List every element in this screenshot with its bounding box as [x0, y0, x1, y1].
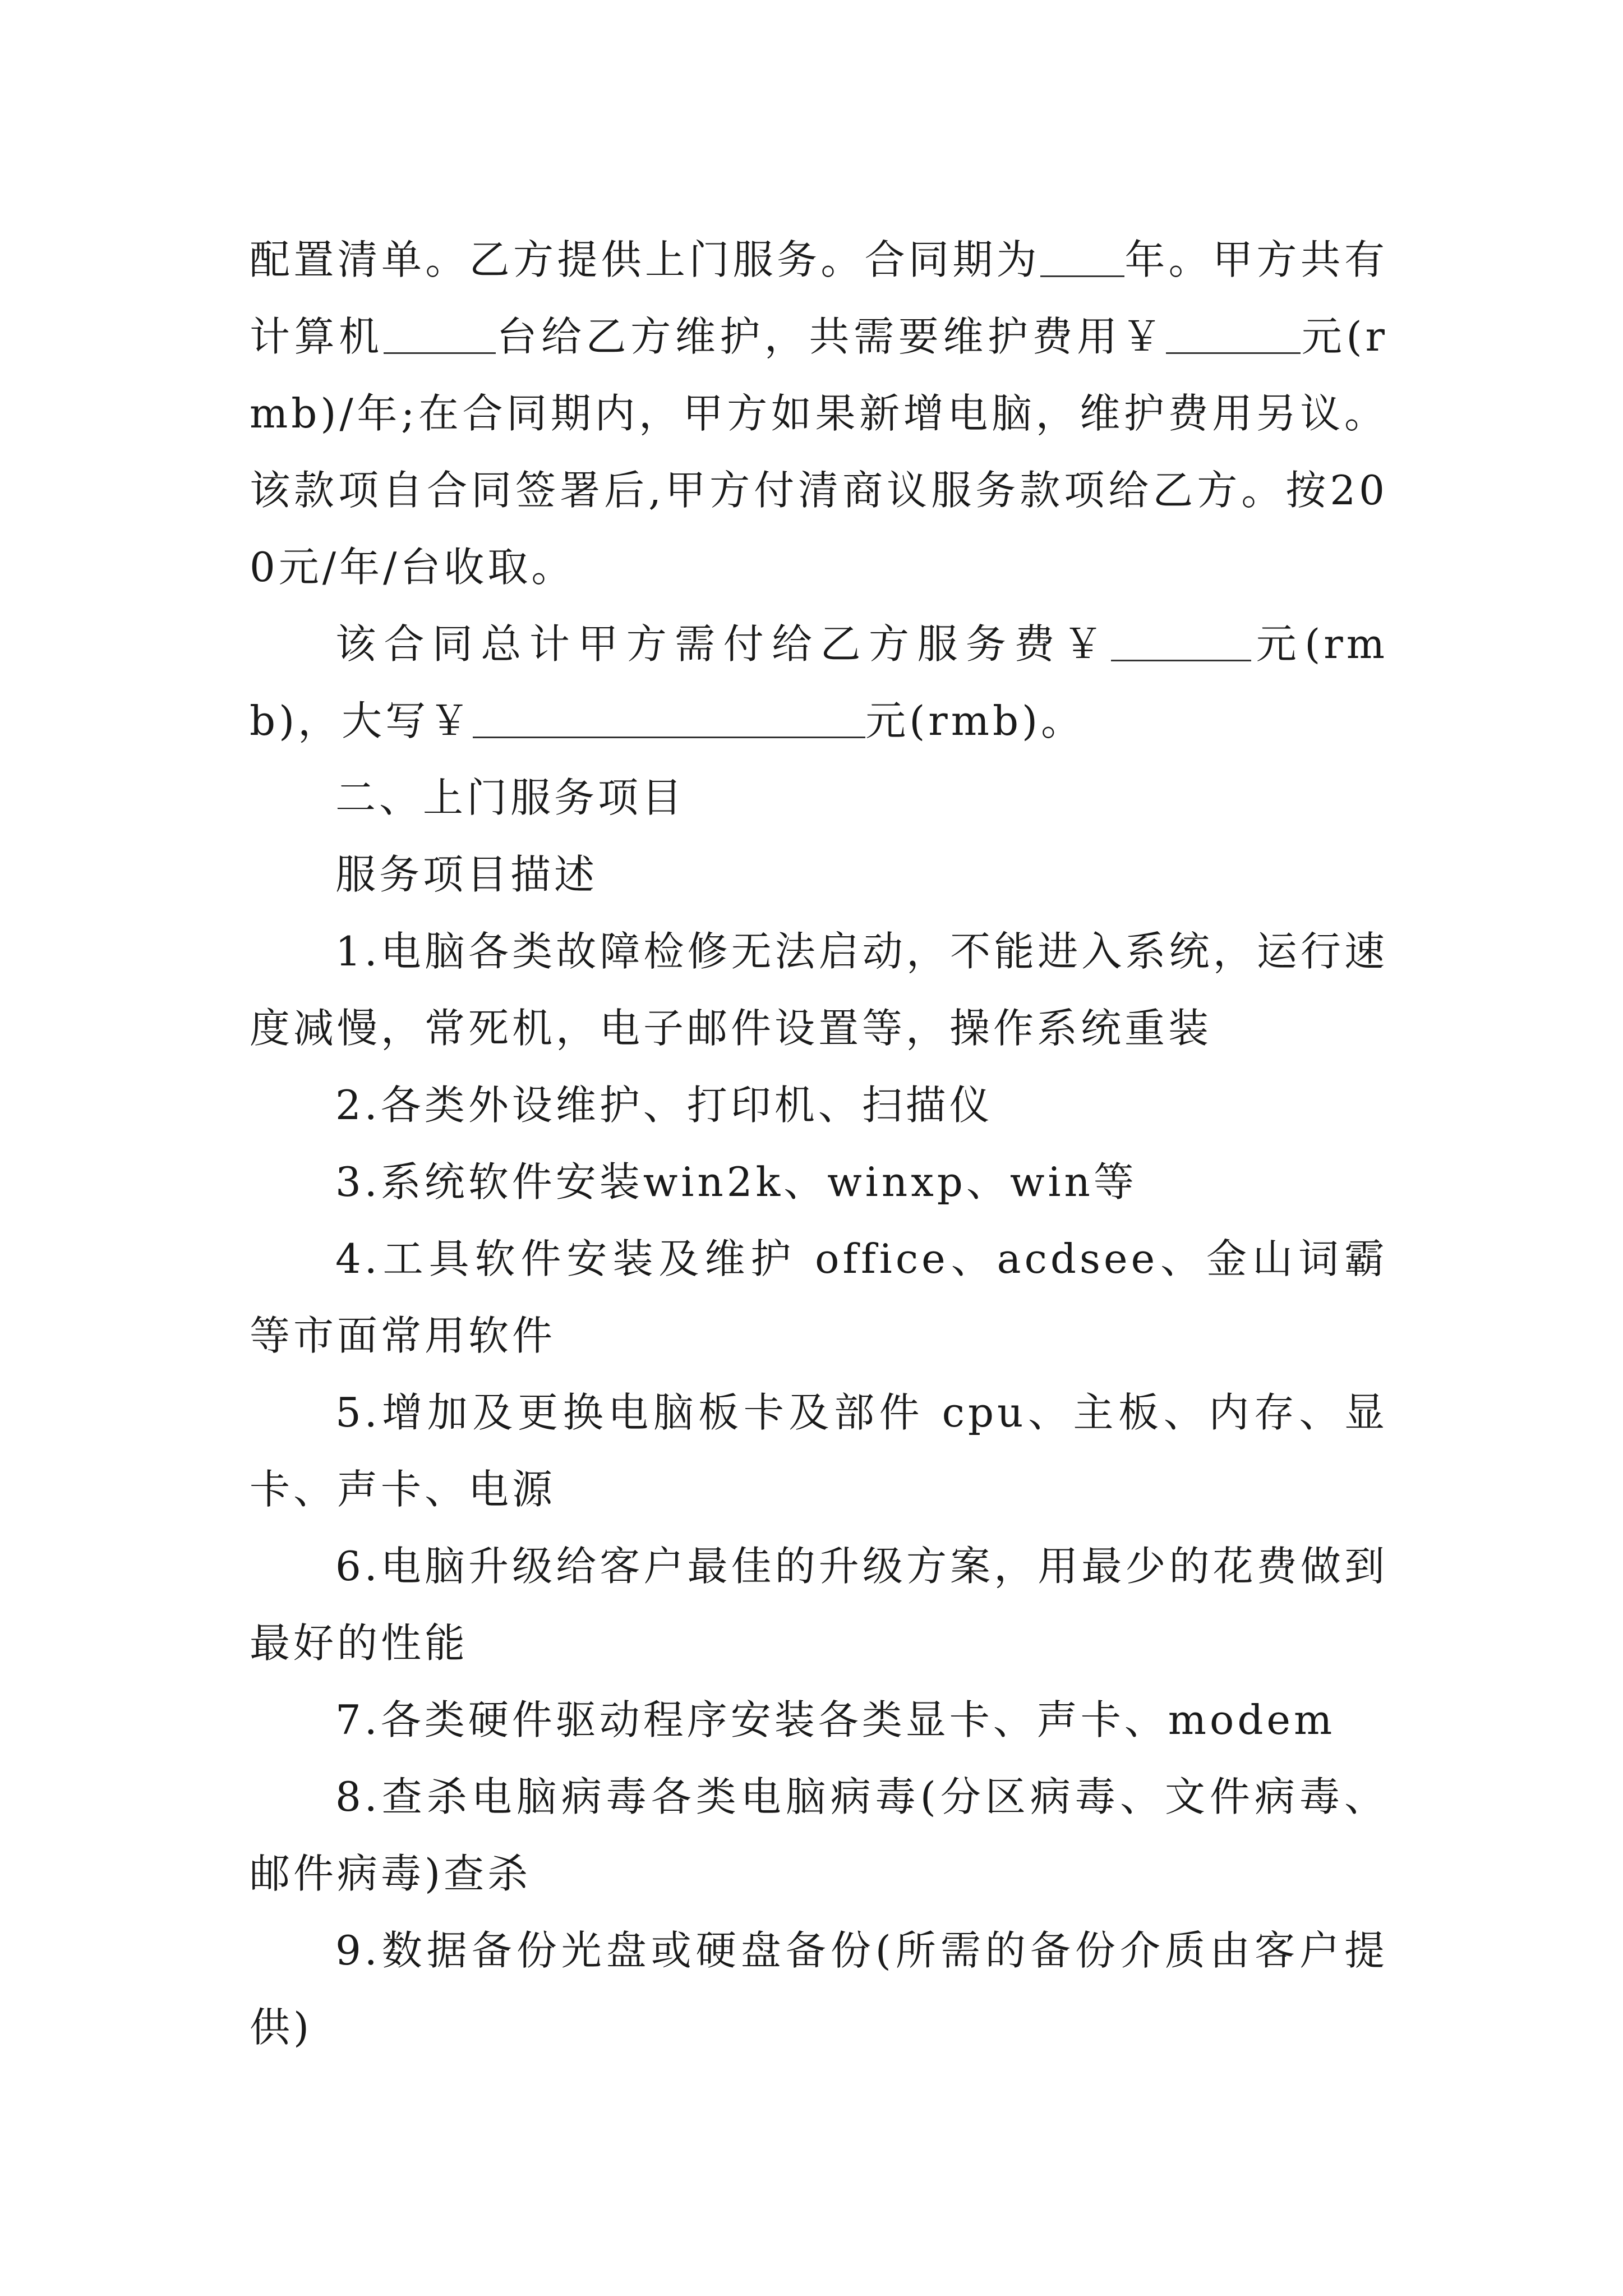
- service-item: 1.电脑各类故障检修无法启动，不能进入系统，运行速度减慢，常死机，电子邮件设置等，操作系统重装: [250, 928, 1388, 1052]
- service-item: 5.增加及更换电脑板卡及部件 cpu、主板、内存、显卡、声卡、电源: [250, 1389, 1388, 1513]
- service-item: 3.系统软件安装win2k、winxp、win等: [335, 1158, 1137, 1205]
- service-item: 7.各类硬件驱动程序安装各类显卡、声卡、modem: [335, 1696, 1336, 1743]
- computer-count-blank: [384, 313, 496, 354]
- section-subheading: 服务项目描述: [335, 851, 598, 898]
- service-item: 8.查杀电脑病毒各类电脑病毒(分区病毒、文件病毒、邮件病毒)查杀: [250, 1773, 1388, 1897]
- document-page: [250, 222, 1388, 2066]
- total-fee-paragraph: [250, 606, 1388, 760]
- service-item: 6.电脑升级给客户最佳的升级方案，用最少的花费做到最好的性能: [250, 1543, 1388, 1667]
- terms-text-1: 配置清单。乙方提供上门服务。合同期为: [250, 236, 1040, 283]
- service-item: 4.工具软件安装及维护 office、acdsee、金山词霸等市面常用软件: [250, 1235, 1388, 1359]
- section-heading: 二、上门服务项目: [335, 774, 686, 821]
- total-fee-blank: [1111, 620, 1251, 661]
- annual-fee-blank: [1166, 313, 1301, 354]
- service-item: 9.数据备份光盘或硬盘备份(所需的备份介质由客户提供): [250, 1927, 1388, 2051]
- contract-years-blank: [1040, 236, 1124, 277]
- terms-text-2: 年。甲方共有计算机: [250, 236, 1388, 360]
- total-text-2: 元(rmb)，大写￥: [250, 620, 1388, 744]
- contract-terms-paragraph: [250, 222, 1388, 606]
- terms-text-4: 元(rmb)/年;在合同期内，甲方如果新增电脑，维护费用另议。该款项自合同签署后,甲方付清商议服务款项给乙方。按200元/年/台收取。: [250, 313, 1388, 591]
- total-fee-words-blank: [473, 697, 865, 738]
- service-item: 2.各类外设维护、打印机、扫描仪: [335, 1082, 993, 1129]
- terms-text-3: 台给乙方维护，共需要维护费用￥: [495, 313, 1166, 360]
- total-text-3: 元(rmb)。: [865, 697, 1085, 744]
- total-text-1: 该合同总计甲方需付给乙方服务费￥: [335, 620, 1112, 668]
